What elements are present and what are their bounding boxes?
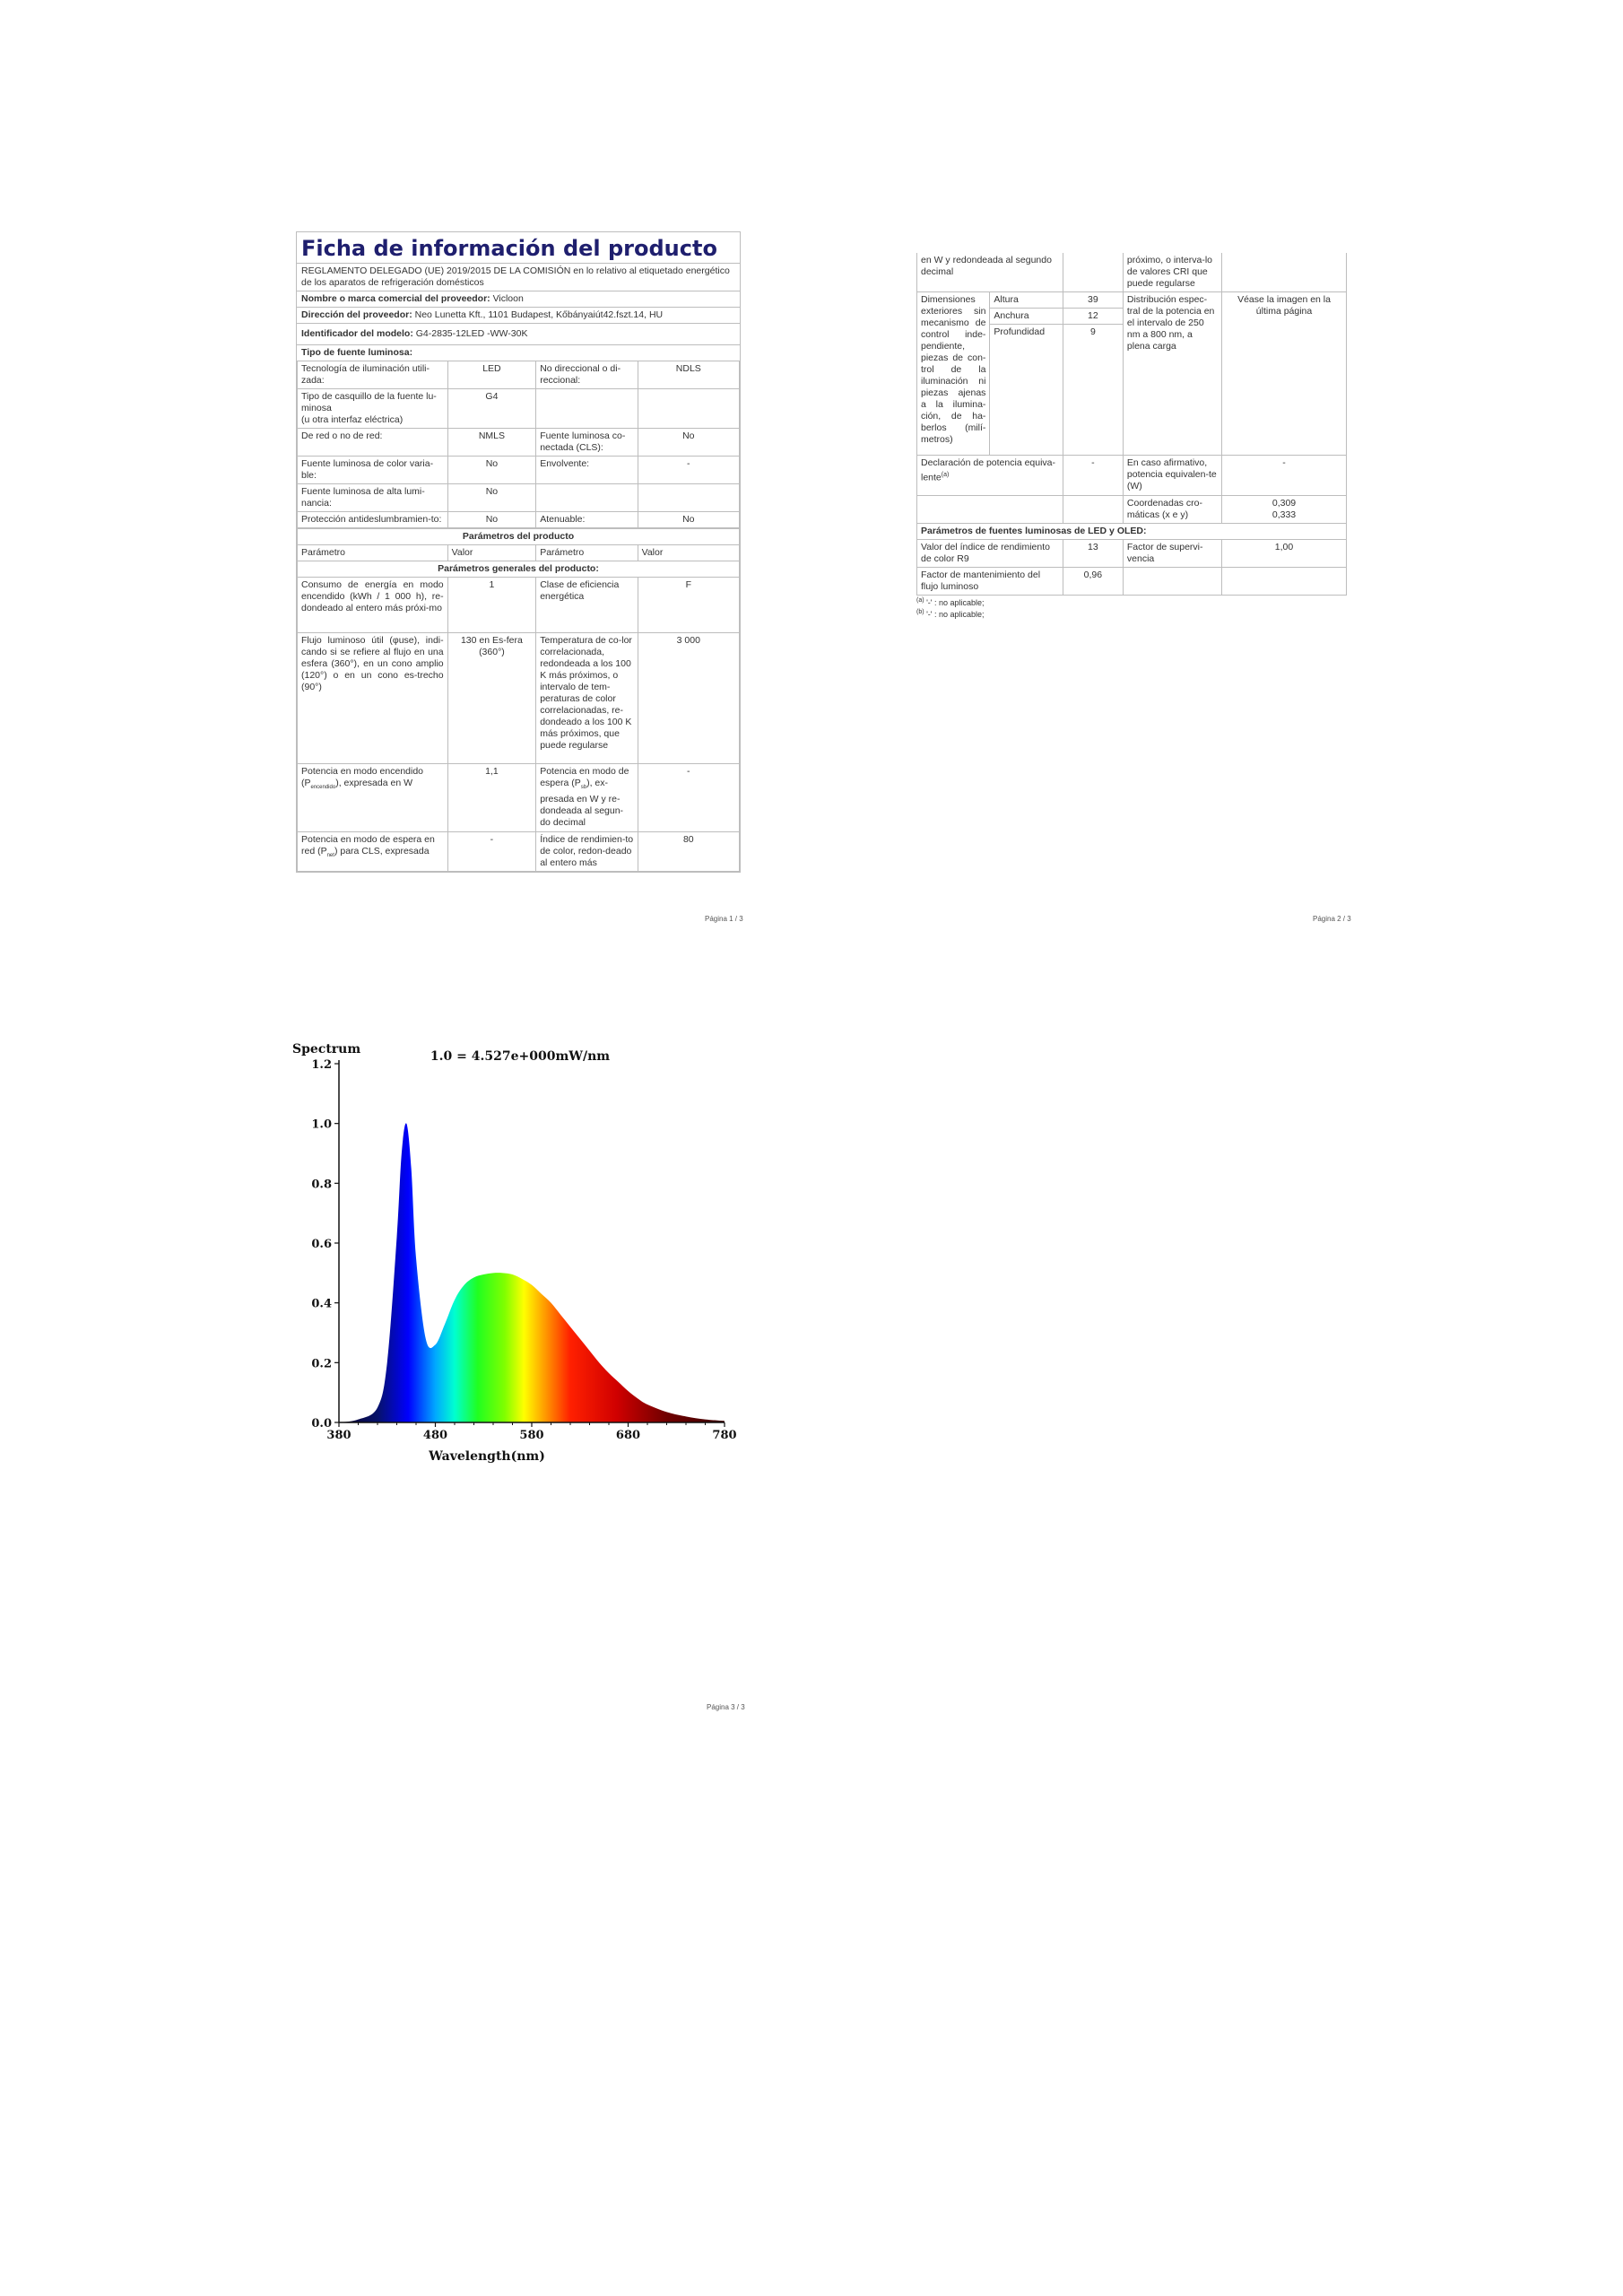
row-value-1: LED: [447, 361, 536, 389]
y-tick-label: 0.2: [311, 1357, 332, 1371]
general-param-2: Temperatura de co-lor correlacionada, redondeada a los 100 K más próximos, o intervalo de tem-peraturas de color correlacionadas, re-dondeado a los 100 K más próximos, que puede regularse: [536, 633, 638, 764]
row-value-2: NDLS: [638, 361, 739, 389]
y-tick-label: 1.0: [311, 1118, 332, 1132]
row-param-1: De red o no de red:: [298, 429, 448, 457]
general-params-heading: Parámetros generales del producto:: [298, 561, 740, 578]
row-param-1: Fuente luminosa de alta lumi-nancia:: [298, 484, 448, 512]
maintenance-label: Factor de mantenimiento del flujo luminoso: [917, 567, 1063, 595]
equiv-power-value: -: [1222, 455, 1347, 495]
chroma-value: [1222, 495, 1347, 523]
product-params-table: [297, 528, 740, 872]
row-param-1: Tipo de casquillo de la fuente lu-minosa (u otra interfaz eléctrica): [298, 389, 448, 429]
spectral-label: Distribución espec-tral de la potencia en el intervalo de 250 nm a 800 nm, a plena carga: [1123, 292, 1221, 456]
source-type-row: [298, 457, 740, 484]
general-param-1: Consumo de energía en modo encendido (kWh / 1 000 h), re-dondeado al entero más próxi-mo: [298, 578, 448, 633]
page-2-number: Página 2 / 3: [1313, 915, 1351, 923]
led-params-heading: Parámetros de fuentes luminosas de LED y OLED:: [917, 523, 1347, 539]
row-value-1: No: [447, 457, 536, 484]
net-standby-value: -: [447, 832, 536, 872]
maintenance-value: 0,96: [1063, 567, 1123, 595]
source-type-row: [298, 389, 740, 429]
row-param-2: Atenuable:: [536, 512, 638, 528]
regulation-bold: REGLAMENTO DELEGADO (UE) 2019/2015 DE LA COMISIÓN: [301, 265, 571, 276]
page-2: [916, 253, 1347, 619]
dim-depth-value: 9: [1063, 325, 1123, 341]
general-value-1: 1: [447, 578, 536, 633]
y-tick-label: 0.4: [311, 1297, 332, 1311]
chroma-y: 0,333: [1271, 509, 1297, 520]
spectrum-area: [339, 1123, 725, 1422]
address-label: Dirección del proveedor:: [301, 309, 412, 320]
product-params-heading: Parámetros del producto: [298, 529, 740, 545]
x-tick-label: 380: [326, 1429, 352, 1442]
chart-xlabel: Wavelength(nm): [429, 1449, 545, 1464]
footnote-a: $^{(a)}$ '-' : no aplicable;: [916, 596, 985, 607]
source-type-line: [297, 344, 740, 361]
chart-ylabel: Spectrum: [292, 1042, 361, 1057]
header-param-1: Parámetro: [298, 545, 448, 561]
dim-filler-value: [1063, 340, 1123, 455]
cri-label: Índice de rendimien-to de color, redon-deado al entero más: [536, 832, 638, 872]
y-tick-label: 0.6: [311, 1238, 332, 1251]
general-param-row: [298, 633, 740, 764]
survival-label: Factor de supervi-vencia: [1123, 539, 1221, 567]
source-type-row: [298, 484, 740, 512]
continued-right-value: [1222, 253, 1347, 292]
supplier-value: Vicloon: [490, 293, 524, 304]
address-value: Neo Lunetta Kft., 1101 Budapest, Kőbányaiút42.fszt.14, HU: [412, 309, 664, 320]
equiv-value: -: [1063, 455, 1123, 495]
x-tick-label: 580: [519, 1429, 544, 1442]
dim-height-label: Altura: [990, 292, 1063, 309]
page-1-number: Página 1 / 3: [705, 915, 743, 923]
row-param-2: No direccional o di-reccional:: [536, 361, 638, 389]
row-value-1: NMLS: [447, 429, 536, 457]
header-param-2: Parámetro: [536, 545, 638, 561]
row-value-1: No: [447, 484, 536, 512]
row-value-1: No: [447, 512, 536, 528]
source-type-row: [298, 361, 740, 389]
x-tick-label: 780: [712, 1429, 737, 1442]
y-tick-label: 0.8: [311, 1178, 332, 1192]
general-value-2: 3 000: [638, 633, 739, 764]
header-value-2: Valor: [638, 545, 739, 561]
chart-title: 1.0 = 4.527e+000mW/nm: [430, 1049, 611, 1064]
header-value-1: Valor: [447, 545, 536, 561]
row-param-2: [536, 389, 638, 429]
row-param-2: Fuente luminosa co-nectada (CLS):: [536, 429, 638, 457]
continued-left-value: [1063, 253, 1123, 292]
r9-value: 13: [1063, 539, 1123, 567]
chroma-x: 0,309: [1271, 497, 1297, 509]
footnote-b: $^{(b)}$ '-' : no aplicable;: [916, 608, 985, 619]
equiv-power-label: En caso afirmativo, potencia equivalen-te (W): [1123, 455, 1221, 495]
equiv-label: Declaración de potencia equiva-lente$^{(a)}$: [917, 455, 1063, 495]
y-tick-label: 0.0: [311, 1417, 332, 1431]
row-value-2: -: [638, 457, 739, 484]
row-value-2: [638, 389, 739, 429]
standby-label: Potencia en modo de espera $(P_{sb})$, ex-presada en W y re-dondeada al segun-do decimal: [536, 764, 638, 832]
dim-width-label: Anchura: [990, 309, 1063, 325]
regulation-line: [297, 263, 740, 291]
row-param-1: Protección antideslumbramien-to:: [298, 512, 448, 528]
row-value-2: [638, 484, 739, 512]
supplier-line: [297, 291, 740, 307]
model-line: [297, 323, 740, 344]
dim-depth-label: Profundidad: [990, 325, 1063, 341]
continued-right: próximo, o interva-lo de valores CRI que puede regularse: [1123, 253, 1221, 292]
y-tick-label: 1.2: [311, 1058, 332, 1072]
model-label: Identificador del modelo:: [301, 328, 413, 339]
address-line: [297, 307, 740, 323]
row-param-1: Tecnología de iluminación utili-zada:: [298, 361, 448, 389]
row-param-2: Envolvente:: [536, 457, 638, 484]
row-param-2: [536, 484, 638, 512]
supplier-label: Nombre o marca comercial del proveedor:: [301, 293, 490, 304]
chroma-empty-value: [1063, 495, 1123, 523]
general-value-2: F: [638, 578, 739, 633]
regulation-rest: en lo relativo al etiquetado energético de los aparatos de refrigeración domésticos: [301, 265, 730, 288]
continued-left: en W y redondeada al segundo decimal: [917, 253, 1063, 292]
dimensions-label: Dimensiones exteriores sin mecanismo de control inde-pendiente, piezas de con-trol de la iluminación ni piezas ajenas a la ilumina-ción, de ha-berlos (milí-metros): [917, 292, 990, 456]
dim-filler: [990, 340, 1063, 455]
row-value-2: No: [638, 512, 739, 528]
dim-width-value: 12: [1063, 309, 1123, 325]
standby-value: -: [638, 764, 739, 832]
x-tick-label: 680: [615, 1429, 641, 1442]
page-3-number: Página 3 / 3: [707, 1703, 745, 1711]
spectrum-chart: [287, 1031, 753, 1480]
chroma-label: Coordenadas cro-máticas (x e y): [1123, 495, 1221, 523]
maintenance-empty-value: [1222, 567, 1347, 595]
spectrum-svg: [287, 1031, 753, 1480]
net-standby-label: Potencia en modo de espera en red $(P_{net})$ para CLS, expresada: [298, 832, 448, 872]
row-value-2: No: [638, 429, 739, 457]
row-param-1: Fuente luminosa de color varia-ble:: [298, 457, 448, 484]
row-value-1: G4: [447, 389, 536, 429]
maintenance-empty: [1123, 567, 1221, 595]
survival-value: 1,00: [1222, 539, 1347, 567]
page-title: Ficha de información del producto: [301, 236, 717, 261]
page-2-table: [916, 253, 1347, 596]
source-type-row: [298, 429, 740, 457]
x-tick-label: 480: [422, 1429, 448, 1442]
source-type-label: Tipo de fuente luminosa:: [301, 347, 413, 358]
chroma-empty: [917, 495, 1063, 523]
cri-value: 80: [638, 832, 739, 872]
r9-label: Valor del índice de rendimiento de color R9: [917, 539, 1063, 567]
spectral-value: Véase la imagen en la última página: [1222, 292, 1347, 456]
power-on-label: Potencia en modo encendido $(P_{encendido})$, expresada en W: [298, 764, 448, 832]
source-type-table: [297, 361, 740, 528]
general-param-2: Clase de eficiencia energética: [536, 578, 638, 633]
general-param-1: Flujo luminoso útil (φuse), indi-cando si se refiere al flujo en una esfera (360°), en un cono amplio (120°) o en un cono es-trecho (90°): [298, 633, 448, 764]
source-type-row: [298, 512, 740, 528]
page-1: [296, 231, 741, 873]
general-param-row: [298, 578, 740, 633]
dim-height-value: 39: [1063, 292, 1123, 309]
power-on-value: 1,1: [447, 764, 536, 832]
model-value: G4-2835-12LED -WW-30K: [412, 328, 528, 339]
general-value-1: 130 en Es-fera (360°): [447, 633, 536, 764]
